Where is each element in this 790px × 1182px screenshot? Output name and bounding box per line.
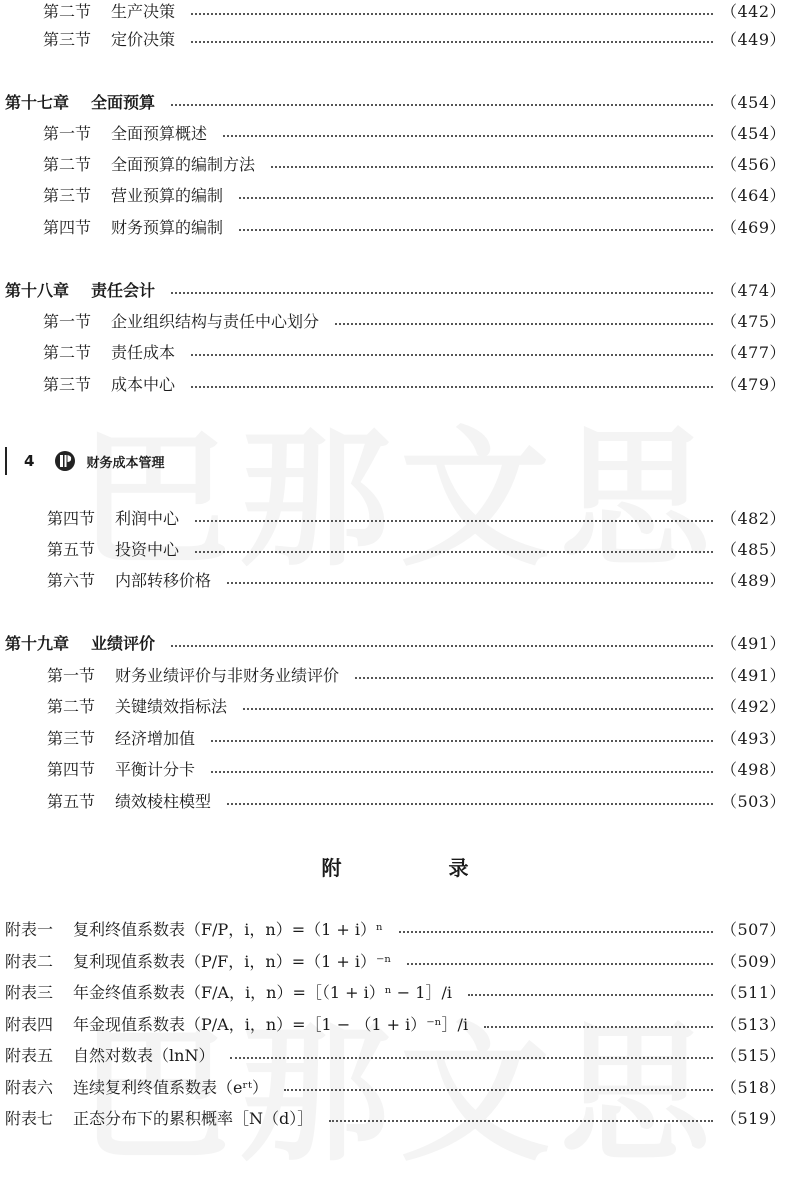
appendix-entry[interactable] [5,1013,786,1037]
toc-entry-page: （477） [720,343,786,362]
page-header [0,446,300,476]
toc-entry-number: 第三节 [47,729,96,748]
publisher-logo-icon [54,450,76,472]
toc-entry-number: 第二节 [43,2,92,21]
dot-leader [171,645,713,647]
appendix-entry-number: 附表一 [5,920,54,939]
toc-entry[interactable] [43,373,786,397]
toc-entry-title: 全面预算的编制方法 [111,155,256,174]
appendix-entry-title: 连续复利终值系数表（eʳᵗ） [73,1078,268,1097]
dot-leader [227,803,713,805]
appendix-entry[interactable] [5,1107,786,1131]
toc-entry-number: 第一节 [47,666,96,685]
toc-chapter[interactable] [5,279,786,303]
toc-entry-title: 生产决策 [111,2,176,21]
toc-entry-number: 第三节 [43,375,92,394]
toc-entry-title: 财务预算的编制 [111,218,224,237]
toc-entry-page: （489） [720,571,786,590]
toc-chapter-number: 第十九章 [5,634,70,653]
dot-leader [239,197,713,199]
appendix-entry-title: 自然对数表（lnN） [73,1046,215,1065]
toc-entry-number: 第二节 [43,155,92,174]
toc-entry-page: （498） [720,760,786,779]
appendix-entry-title: 复利现值系数表（P/F，i，n）=（1 + i）⁻ⁿ [73,952,392,971]
toc-entry[interactable] [43,184,786,208]
toc-entry-number: 第二节 [47,697,96,716]
dot-leader [211,740,713,742]
toc-entry[interactable] [43,341,786,365]
toc-chapter-number: 第十七章 [5,93,70,112]
dot-leader [195,520,713,522]
appendix-entry[interactable] [5,1044,786,1068]
dot-leader [239,229,713,231]
toc-entry[interactable] [47,727,786,751]
toc-entry-number: 第一节 [43,124,92,143]
appendix-entry-title: 年金终值系数表（F/A，i，n）=［（1 + i）ⁿ − 1］/i [73,983,452,1002]
toc-entry[interactable] [47,664,786,688]
toc-entry-page: （482） [720,509,786,528]
toc-entry-number: 第三节 [43,30,92,49]
toc-entry[interactable] [43,0,786,24]
appendix-entry[interactable] [5,918,786,942]
toc-entry-page: （449） [720,30,786,49]
toc-entry-page: （492） [720,697,786,716]
toc-entry-number: 第五节 [47,540,96,559]
toc-entry-page: （454） [720,124,786,143]
dot-leader [191,354,713,356]
dot-leader [399,931,713,933]
dot-leader [227,582,713,584]
toc-entry-number: 第五节 [47,792,96,811]
toc-entry[interactable] [47,790,786,814]
appendix-entry-page: （509） [720,952,786,971]
appendix-entry-number: 附表三 [5,983,54,1002]
toc-entry-number: 第四节 [43,218,92,237]
toc-entry-page: （442） [720,2,786,21]
dot-leader [335,323,713,325]
toc-entry-number: 第四节 [47,760,96,779]
toc-entry[interactable] [43,153,786,177]
header-rule [5,447,7,475]
appendix-entry-page: （515） [720,1046,786,1065]
toc-entry-page: （491） [720,666,786,685]
toc-chapter[interactable] [5,632,786,656]
toc-entry-page: （464） [720,186,786,205]
toc-entry[interactable] [43,28,786,52]
toc-entry-title: 经济增加值 [115,729,196,748]
toc-entry-number: 第六节 [47,571,96,590]
dot-leader [329,1120,713,1122]
toc-entry-page: （469） [720,218,786,237]
toc-entry-title: 全面预算概述 [111,124,208,143]
toc-chapter-number: 第十八章 [5,281,70,300]
appendix-heading: 附 录 [321,856,519,880]
toc-entry[interactable] [43,310,786,334]
toc-chapter-title: 业绩评价 [91,634,156,653]
appendix-entry-page: （513） [720,1015,786,1034]
toc-entry-title: 成本中心 [111,375,176,394]
toc-entry-title: 营业预算的编制 [111,186,224,205]
appendix-entry-page: （518） [720,1078,786,1097]
dot-leader [223,135,713,137]
dot-leader [407,963,713,965]
toc-entry[interactable] [47,507,786,531]
toc-entry-title: 企业组织结构与责任中心划分 [111,312,320,331]
toc-entry-page: （479） [720,375,786,394]
toc-entry[interactable] [43,122,786,146]
appendix-entry-title: 正态分布下的累积概率［N（d）］ [73,1109,314,1128]
toc-entry-title: 利润中心 [115,509,180,528]
toc-entry-page: （485） [720,540,786,559]
toc-entry-title: 内部转移价格 [115,571,212,590]
toc-entry-number: 第四节 [47,509,96,528]
appendix-entry-title: 年金现值系数表（P/A，i，n）=［1 − （1 + i）⁻ⁿ］/i [73,1015,469,1034]
toc-entry[interactable] [43,216,786,240]
dot-leader [230,1057,713,1059]
toc-chapter-title: 责任会计 [91,281,156,300]
appendix-entry-page: （507） [720,920,786,939]
toc-entry-title: 关键绩效指标法 [115,697,228,716]
toc-entry-number: 第三节 [43,186,92,205]
toc-entry-title: 财务业绩评价与非财务业绩评价 [115,666,340,685]
toc-chapter-page: （474） [720,281,786,300]
toc-entry-page: （475） [720,312,786,331]
toc-chapter-page: （491） [720,634,786,653]
appendix-entry[interactable] [5,1076,786,1100]
toc-entry[interactable] [47,695,786,719]
toc-entry-page: （456） [720,155,786,174]
appendix-entry-page: （519） [720,1109,786,1128]
appendix-entry-number: 附表六 [5,1078,54,1097]
dot-leader [271,166,713,168]
page-number: 4 [24,452,35,470]
toc-entry-title: 平衡计分卡 [115,760,196,779]
dot-leader [171,104,713,106]
appendix-entry[interactable] [5,950,786,974]
toc-entry-title: 责任成本 [111,343,176,362]
toc-entry-title: 绩效棱柱模型 [115,792,212,811]
toc-entry-number: 第二节 [43,343,92,362]
toc-entry-page: （503） [720,792,786,811]
appendix-entry-title: 复利终值系数表（F/P，i，n）=（1 + i）ⁿ [73,920,383,939]
dot-leader [243,708,713,710]
appendix-entry-number: 附表二 [5,952,54,971]
dot-leader [191,386,713,388]
toc-chapter[interactable] [5,91,786,115]
appendix-entry-page: （511） [720,983,786,1002]
dot-leader [191,41,713,43]
toc-chapter-title: 全面预算 [91,93,156,112]
toc-entry-page: （493） [720,729,786,748]
dot-leader [195,551,713,553]
book-title: 财务成本管理 [86,455,165,471]
toc-entry-number: 第一节 [43,312,92,331]
dot-leader [284,1089,713,1091]
dot-leader [171,292,713,294]
appendix-entry-number: 附表五 [5,1046,54,1065]
toc-entry-title: 定价决策 [111,30,176,49]
appendix-entry-number: 附表七 [5,1109,54,1128]
toc-entry[interactable] [47,569,786,593]
dot-leader [484,1026,713,1028]
appendix-entry[interactable] [5,981,786,1005]
toc-entry-title: 投资中心 [115,540,180,559]
toc-chapter-page: （454） [720,93,786,112]
toc-entry[interactable] [47,538,786,562]
dot-leader [191,13,713,15]
dot-leader [211,771,713,773]
appendix-entry-number: 附表四 [5,1015,54,1034]
dot-leader [355,677,713,679]
dot-leader [468,994,713,996]
toc-entry[interactable] [47,758,786,782]
